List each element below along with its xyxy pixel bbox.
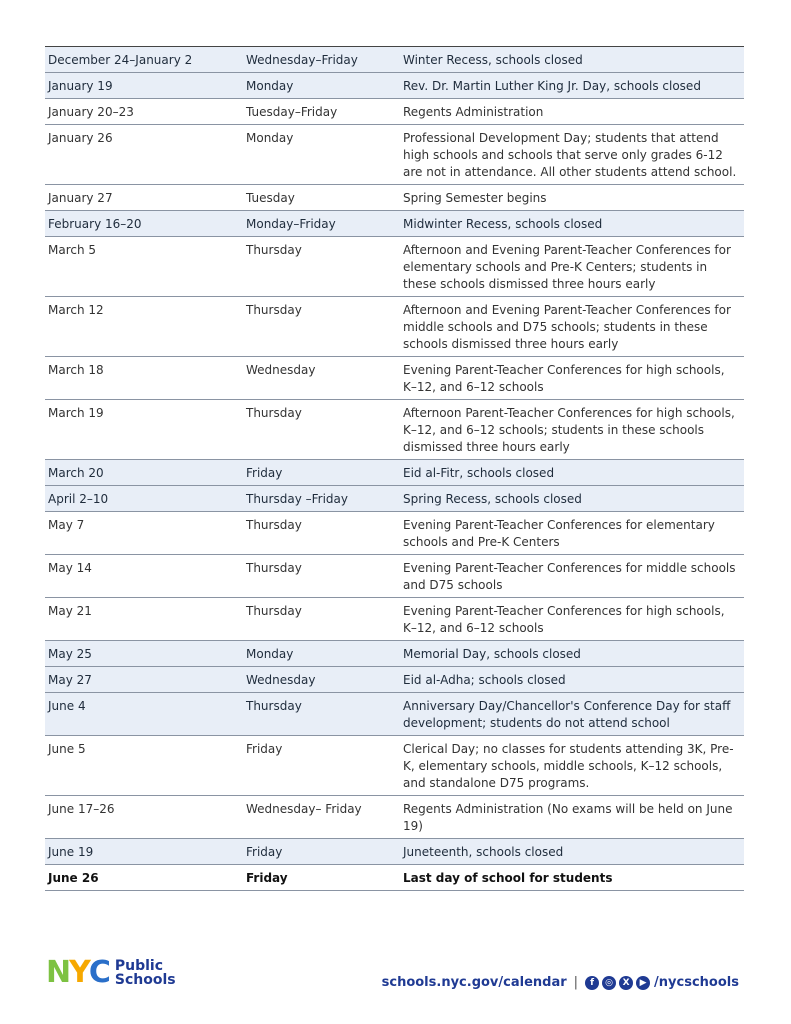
social-handle-link[interactable]: /nycschools [654, 975, 739, 990]
logo-text [115, 959, 176, 987]
event-description: Regents Administration [403, 105, 544, 119]
logo-letter: C [88, 955, 109, 990]
calendar-row [45, 211, 744, 237]
event-description: Afternoon and Evening Parent-Teacher Conferences for elementary schools and Pre-K Centers; students in these schools dismissed three hours early [403, 243, 731, 291]
nyc-public-schools-logo [46, 955, 176, 990]
event-description: Clerical Day; no classes for students attending 3K, Pre-K, elementary schools, middle schools, K–12 schools, and standalone D75 programs. [403, 742, 734, 790]
event-date: June 17–26 [48, 802, 115, 816]
youtube-icon[interactable]: ▶ [636, 976, 650, 990]
event-date: February 16–20 [48, 217, 142, 231]
event-day: Wednesday [246, 673, 316, 687]
calendar-url-link[interactable]: schools.nyc.gov/calendar [381, 975, 567, 990]
calendar-row [45, 486, 744, 512]
event-description: Midwinter Recess, schools closed [403, 217, 603, 231]
event-description: Spring Semester begins [403, 191, 547, 205]
event-day: Thursday [246, 518, 302, 532]
event-description: Evening Parent-Teacher Conferences for elementary schools and Pre-K Centers [403, 518, 715, 549]
event-day: Friday [246, 845, 283, 859]
event-day: Wednesday [246, 363, 316, 377]
logo-line-schools: Schools [114, 972, 176, 988]
event-day: Friday [246, 742, 283, 756]
logo-line-public: Public [114, 958, 164, 974]
calendar-row [45, 512, 744, 555]
event-description: Evening Parent-Teacher Conferences for high schools, K–12, and 6–12 schools [403, 604, 725, 635]
calendar-row [45, 357, 744, 400]
event-date: March 12 [48, 303, 104, 317]
calendar-row [45, 796, 744, 839]
footer-separator: | [573, 975, 579, 990]
calendar-row [45, 185, 744, 211]
calendar-row [45, 839, 744, 865]
event-day: Friday [246, 466, 283, 480]
calendar-row [45, 865, 744, 891]
calendar-row [45, 667, 744, 693]
event-date: January 20–23 [48, 105, 134, 119]
event-date: May 14 [48, 561, 92, 575]
event-description: Spring Recess, schools closed [403, 492, 582, 506]
event-day: Thursday [246, 699, 302, 713]
event-day: Monday–Friday [246, 217, 336, 231]
event-day: Monday [246, 647, 294, 661]
event-day: Thursday [246, 406, 302, 420]
event-description: Evening Parent-Teacher Conferences for high schools, K–12, and 6–12 schools [403, 363, 725, 394]
event-day: Tuesday [246, 191, 295, 205]
event-date: June 19 [48, 845, 94, 859]
logo-letter: N [46, 955, 70, 990]
event-day: Wednesday–Friday [246, 53, 358, 67]
event-date: January 27 [48, 191, 113, 205]
calendar-row [45, 736, 744, 796]
calendar-row [45, 641, 744, 667]
event-date: January 26 [48, 131, 113, 145]
event-day: Monday [246, 131, 294, 145]
event-date: March 19 [48, 406, 104, 420]
event-day: Thursday [246, 303, 302, 317]
calendar-row [45, 73, 744, 99]
event-date: March 20 [48, 466, 104, 480]
nyc-logo-mark [46, 955, 109, 990]
calendar-row [45, 400, 744, 460]
event-date: April 2–10 [48, 492, 109, 506]
event-description: Memorial Day, schools closed [403, 647, 581, 661]
event-description: Professional Development Day; students that attend high schools and schools that serve only grades 6-12 are not in attendance. All other students attend school. [403, 131, 737, 179]
event-date: December 24–January 2 [48, 53, 193, 67]
calendar-row [45, 237, 744, 297]
x-icon[interactable]: X [619, 976, 633, 990]
event-date: June 4 [48, 699, 86, 713]
event-day: Monday [246, 79, 294, 93]
calendar-row [45, 598, 744, 641]
event-description: Juneteenth, schools closed [403, 845, 564, 859]
event-date: May 7 [48, 518, 85, 532]
event-date: May 21 [48, 604, 92, 618]
event-date: March 18 [48, 363, 104, 377]
event-description: Regents Administration (No exams will be held on June 19) [403, 802, 733, 833]
event-date: June 26 [48, 871, 99, 885]
event-description: Last day of school for students [403, 871, 613, 885]
event-date: June 5 [48, 742, 86, 756]
footer-links [382, 975, 739, 990]
calendar-row [45, 297, 744, 357]
event-date: January 19 [48, 79, 113, 93]
event-description: Rev. Dr. Martin Luther King Jr. Day, schools closed [403, 79, 701, 93]
event-description: Eid al-Adha; schools closed [403, 673, 566, 687]
calendar-row [45, 99, 744, 125]
event-description: Evening Parent-Teacher Conferences for middle schools and D75 schools [403, 561, 736, 592]
event-date: March 5 [48, 243, 97, 257]
event-day: Friday [246, 871, 288, 885]
event-day: Wednesday– Friday [246, 802, 362, 816]
calendar-row [45, 555, 744, 598]
calendar-row [45, 460, 744, 486]
event-date: May 27 [48, 673, 92, 687]
event-date: May 25 [48, 647, 92, 661]
event-day: Thursday [246, 243, 302, 257]
event-day: Thursday [246, 604, 302, 618]
event-description: Afternoon and Evening Parent-Teacher Conferences for middle schools and D75 schools; students in these schools dismissed three hours early [403, 303, 731, 351]
event-day: Thursday [246, 561, 302, 575]
calendar-row [45, 125, 744, 185]
facebook-icon[interactable]: f [585, 976, 599, 990]
instagram-icon[interactable]: ◎ [602, 976, 616, 990]
social-icons [585, 976, 650, 990]
event-description: Eid al-Fitr, schools closed [403, 466, 555, 480]
calendar-table [45, 46, 744, 891]
calendar-row [45, 47, 744, 73]
event-day: Tuesday–Friday [246, 105, 338, 119]
event-description: Winter Recess, schools closed [403, 53, 583, 67]
logo-letter: Y [69, 955, 89, 990]
event-description: Anniversary Day/Chancellor's Conference Day for staff development; students do not attend school [403, 699, 731, 730]
calendar-row [45, 693, 744, 736]
event-description: Afternoon Parent-Teacher Conferences for high schools, K–12, and 6–12 schools; students in these schools dismissed three hours early [403, 406, 735, 454]
event-day: Thursday –Friday [246, 492, 348, 506]
